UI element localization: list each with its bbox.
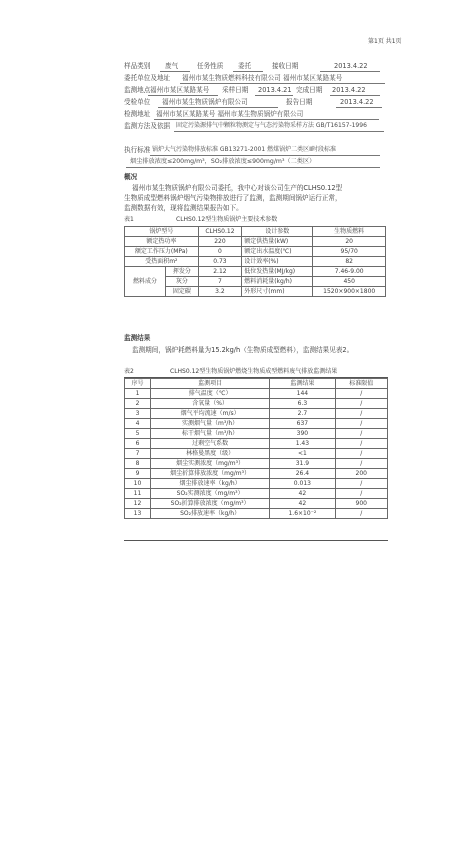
table-row [125,247,386,257]
task-value: 委托 [238,62,252,70]
table-cell: / [335,479,387,489]
sample-value: 废气 [165,62,179,70]
table-cell: 6.3 [270,399,335,409]
table-row [125,419,388,429]
table-cell: 实测烟气量（m³/h） [151,419,270,429]
site-value: 福州市某区某路某号 [150,86,210,94]
table-cell: 10 [125,479,151,489]
table-cell: 7 [198,277,242,287]
table-cell: 2 [125,399,151,409]
sampling-label: 采样日期 [222,86,249,94]
intro-text-1: 福州市某生物质锅炉有限公司委托，我中心对该公司生产的CLHS0.12型 [132,184,343,192]
table-cell: 燃料消耗量(kg/h) [242,277,313,287]
page-number: 第1页 共1页 [368,38,402,45]
received-value: 2013.4.22 [334,62,368,70]
table-cell: 42 [270,499,335,509]
table-cell: SO₂实测浓度（mg/m³） [151,489,270,499]
table-cell: / [335,429,387,439]
table-row [125,449,388,459]
table-cell: 额定热功率 [125,237,199,247]
table-row [125,257,386,267]
table-cell: 灰分 [166,277,199,287]
table-cell: 锅炉型号 [125,227,199,237]
table-cell: SO₂排放速率（kg/h） [151,509,270,519]
table-cell: 12 [125,499,151,509]
table1-caption: 表1 [124,216,134,223]
table-cell: / [335,509,387,519]
sample-label: 样品类别 [124,62,151,70]
table-cell: 0.73 [198,257,242,267]
table-row [125,379,388,389]
report-label: 报告日期 [286,98,313,106]
table-row [125,227,386,237]
table-cell: 1.6×10⁻² [270,509,335,519]
table-cell: 31.9 [270,459,335,469]
table-row [125,399,388,409]
task-label: 任务性质 [197,62,224,70]
table-cell: 生物质燃料 [313,227,386,237]
limit-value: 烟尘排放浓度≤200mg/m³，SO₂排放浓度≤900mg/m³（二类区） [130,158,316,165]
table-cell: 3.2 [198,287,242,297]
table-cell: SO₂折算排放浓度（mg/m³） [151,499,270,509]
table-row [125,499,388,509]
table-cell: 5 [125,429,151,439]
standard-label: 执行标准 [124,146,151,154]
table-cell: 144 [270,389,335,399]
table-cell: 1.43 [270,439,335,449]
table-row [125,479,388,489]
table-cell: 3 [125,409,151,419]
method-value: 固定污染源排气中颗粒物测定与气态污染物采样方法 GB/T16157-1996 [176,122,367,129]
intro-text-3: 监测数据有效，现将监测结果报告如下。 [124,204,243,212]
table-cell: 烟尘折算排放浓度（mg/m³） [151,469,270,479]
table-cell: 额定供热量(kW) [242,237,313,247]
table-cell: 26.4 [270,469,335,479]
address-label: 检测地址 [124,110,151,118]
table-cell: 含氧量（%） [151,399,270,409]
table-cell: 烟尘排放速率（kg/h） [151,479,270,489]
address-value: 福州市某区某路某号 福州市某生物质锅炉有限公司 [156,110,304,118]
table-cell: 过剩空气系数 [151,439,270,449]
table-cell: 2.12 [198,267,242,277]
table-cell: 7 [125,449,151,459]
finish-label: 完成日期 [296,86,323,94]
table-cell: 7.46-9.00 [313,267,386,277]
table-cell: / [335,409,387,419]
table-cell: 82 [313,257,386,267]
table-cell: 8 [125,459,151,469]
table-cell: 42 [270,489,335,499]
table-cell: CLHS0.12 [198,227,242,237]
table-cell: <1 [270,449,335,459]
table-row [125,459,388,469]
table-cell: 烟气平均流速（m/s） [151,409,270,419]
table-cell: 450 [313,277,386,287]
table-cell: / [335,389,387,399]
table-cell: 95/70 [313,247,386,257]
results-text: 监测期间，锅炉耗燃料量为15.2kg/h（生物质成型燃料），监测结果见表2。 [132,346,354,354]
table-cell: 0 [198,247,242,257]
table-cell: 外形尺寸(mm) [242,287,313,297]
table-cell: / [335,419,387,429]
table-row [125,267,386,277]
finish-value: 2013.4.22 [332,86,366,94]
table-cell: 200 [335,469,387,479]
table-cell: 4 [125,419,151,429]
table-cell: 637 [270,419,335,429]
table-cell: / [335,399,387,409]
table-cell: 6 [125,439,151,449]
site-label: 监测地点 [124,86,151,94]
table-row [125,439,388,449]
table-cell: 220 [198,237,242,247]
table-row [125,489,388,499]
table-header-cell: 监测结果 [270,379,335,389]
table-cell: 900 [335,499,387,509]
table-row [125,409,388,419]
table-row [125,509,388,519]
table-cell: 1520×900×1800 [313,287,386,297]
table-header-cell: 监测项目 [151,379,270,389]
table-header-cell: 标准限值 [335,379,387,389]
results-heading: 监测结果 [124,334,151,342]
table-cell: 低位发热量(MJ/kg) [242,267,313,277]
table-cell: 2.7 [270,409,335,419]
table-cell: 390 [270,429,335,439]
table-cell: 额定出水温度(℃) [242,247,313,257]
commission-label: 受检单位 [124,98,151,106]
table-cell: 排气温度（℃） [151,389,270,399]
table-cell: / [335,439,387,449]
commission-value: 福州市某生物质锅炉有限公司 [162,98,248,106]
table-row [125,469,388,479]
table-cell: 0.013 [270,479,335,489]
intro-text-2: 生物质成型燃料锅炉烟气污染物排放进行了监测，监测期间锅炉运行正常， [124,194,342,202]
table-header-cell: 序号 [125,379,151,389]
table-row [125,429,388,439]
table1-title: CLHS0.12型生物质锅炉主要技术参数 [176,216,278,223]
table2-title: CLHS0.12型生物质锅炉燃烧生物质成型燃料废气排放监测结果 [170,368,338,375]
table1 [124,226,386,297]
table-cell: 固定碳 [166,287,199,297]
table-cell: 9 [125,469,151,479]
table-cell: 燃料成分 [125,267,166,297]
table-cell: 挥发分 [166,267,199,277]
table2-caption: 表2 [124,368,134,375]
table-cell: 13 [125,509,151,519]
entrust-label: 委托单位及地址 [124,74,171,82]
table-cell: / [335,489,387,499]
intro-heading: 概况 [124,173,138,181]
table-cell: 设计参数 [242,227,313,237]
method-label: 监测方法及依据 [124,122,171,130]
table-cell: 额定工作压力(MPa) [125,247,199,257]
standard-value: 锅炉大气污染物排放标准 GB13271-2001 燃煤锅炉二类区Ⅱ时段标准 [152,146,337,153]
report-value: 2013.4.22 [340,98,374,106]
sampling-value: 2013.4.21 [258,86,292,94]
table-cell: 11 [125,489,151,499]
table-row [125,389,388,399]
table-cell: 烟尘实测浓度（mg/m³） [151,459,270,469]
table-row [125,237,386,247]
table-cell: 受热面积m² [125,257,199,267]
table-cell: / [335,459,387,469]
entrust-value: 福州市某生物质燃料科技有限公司 福州市某区某路某号 [182,74,343,82]
table-cell: 设计效率(%) [242,257,313,267]
received-label: 接收日期 [272,62,299,70]
table2 [124,378,388,519]
table-cell: 标干烟气量（m³/h） [151,429,270,439]
table-cell: 20 [313,237,386,247]
table-cell: / [335,449,387,459]
table-cell: 林格曼黑度（级） [151,449,270,459]
table-cell: 1 [125,389,151,399]
